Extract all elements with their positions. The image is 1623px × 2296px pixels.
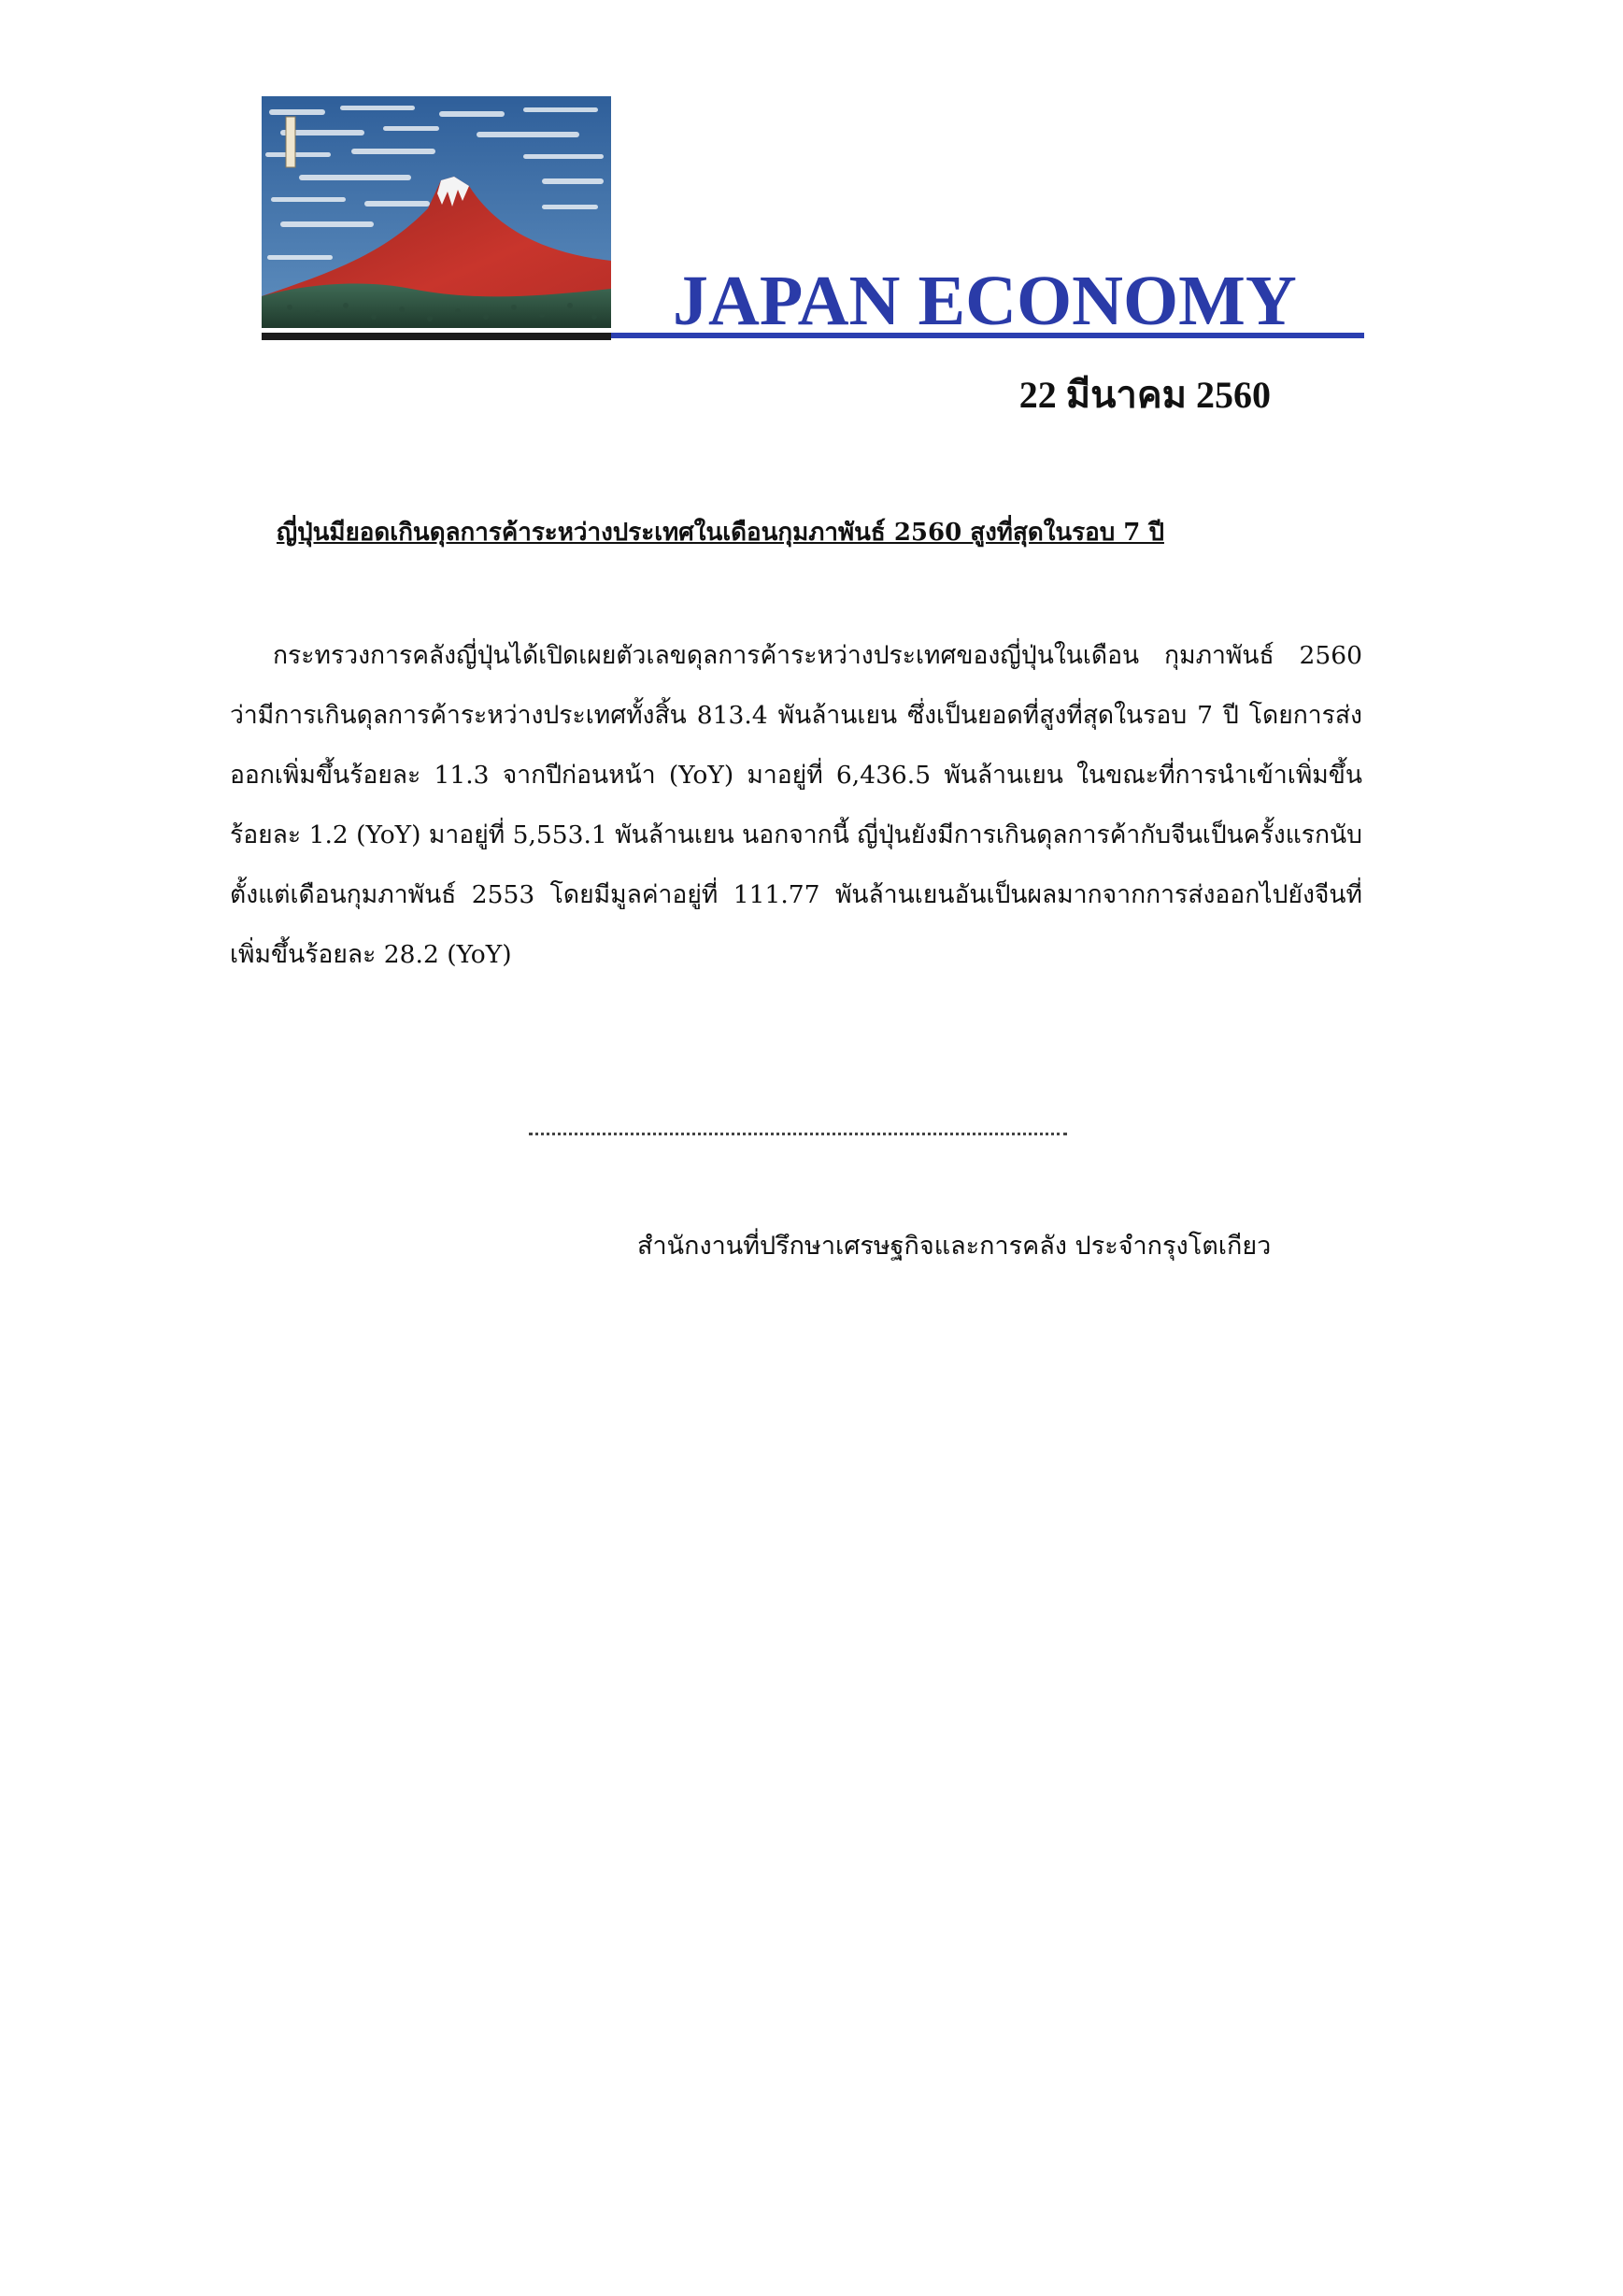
footer-signature: สำนักงานที่ปรึกษาเศรษฐกิจและการคลัง ประจำกรุงโตเกียว: [637, 1232, 1272, 1261]
article-headline: ญี่ปุ่นมียอดเกินดุลการค้าระหว่างประเทศในเดือนกุมภาพันธ์ 2560 สูงที่สุดในรอบ 7 ปี: [277, 519, 1164, 547]
header-rule-dark: [262, 333, 611, 340]
issue-date: 22 มีนาคม 2560: [1018, 374, 1271, 416]
red-fuji-image: [262, 96, 611, 328]
dotted-separator: [529, 1114, 1067, 1135]
article-body: กระทรวงการคลังญี่ปุ่นได้เปิดเผยตัวเลขดุลการค้าระหว่างประเทศของญี่ปุ่นในเดือน กุมภาพันธ์ 2560 ว่ามีการเกินดุลการค้าระหว่างประเทศทั้งสิ้น 813.4 พันล้านเยน ซึ่งเป็นยอดที่สูงที่สุดในรอบ 7 ปี โดยการส่งออกเพิ่มขึ้นร้อยละ 11.3 จากปีก่อนหน้า (YoY) มาอยู่ที่ 6,436.5 พันล้านเยน ในขณะที่การนำเข้าเพิ่มขึ้นร้อยละ 1.2 (YoY) มาอยู่ที่ 5,553.1 พันล้านเยน นอกจากนี้ ญี่ปุ่นยังมีการเกินดุลการค้ากับจีนเป็นครั้งแรกนับตั้งแต่เดือนกุมภาพันธ์ 2553 โดยมีมูลค่าอยู่ที่ 111.77 พันล้านเยนอันเป็นผลมากจากการส่งออกไปยังจีนที่เพิ่มขึ้นร้อยละ 28.2 (YoY): [230, 641, 1362, 969]
masthead-title: JAPAN ECONOMY: [673, 262, 1297, 340]
